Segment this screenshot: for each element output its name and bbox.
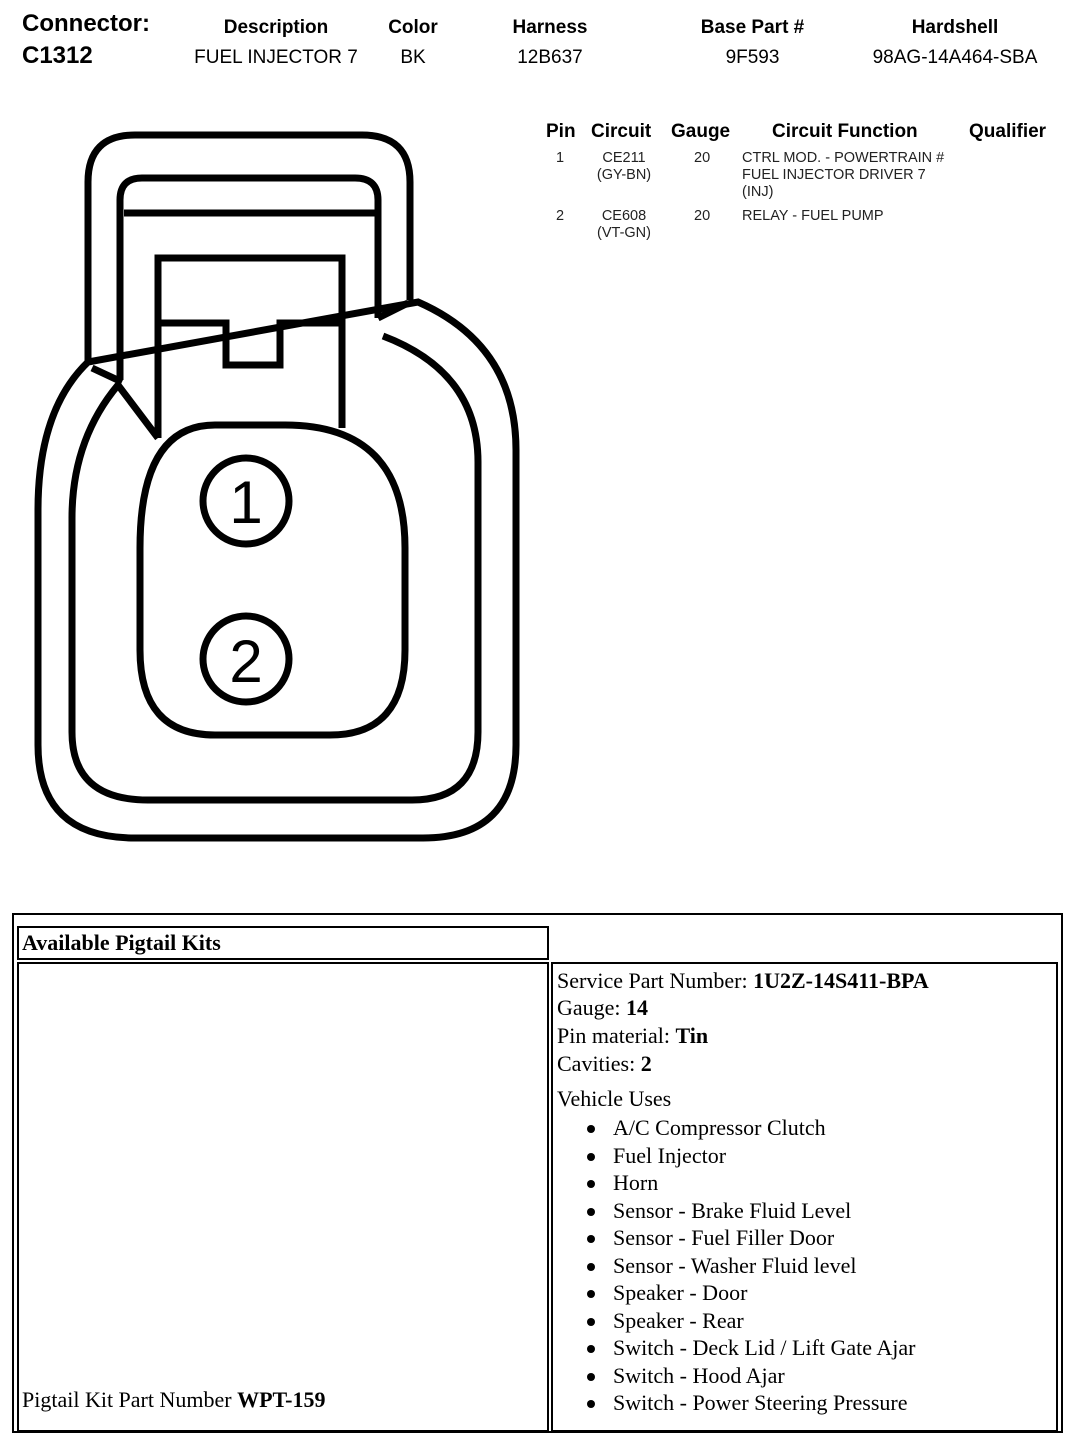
- kit-gauge: [557, 994, 648, 1022]
- cavities-value: 2: [640, 1051, 652, 1076]
- hardshell-heading: Hardshell: [911, 17, 999, 38]
- cavities: [557, 1050, 652, 1078]
- gauge-cell: 20: [694, 208, 711, 224]
- pin-number: 1: [556, 150, 565, 166]
- kit-part-value: WPT-159: [237, 1387, 326, 1412]
- pin-material-value: Tin: [675, 1023, 709, 1048]
- pin-column-heading: Pin: [546, 121, 576, 142]
- pigtail-kit-part-number: [22, 1386, 326, 1414]
- vehicle-uses-label: Vehicle Uses: [557, 1086, 672, 1111]
- connector-face-diagram: [0, 0, 540, 860]
- color-value: BK: [400, 47, 426, 68]
- bullet-icon: [587, 1290, 595, 1298]
- gauge-cell: 20: [694, 150, 711, 166]
- hardshell-value: 98AG-14A464-SBA: [872, 47, 1038, 68]
- color-heading: Color: [388, 17, 438, 38]
- circuit-cell: [584, 208, 664, 242]
- circuit-code: CE608: [601, 208, 647, 224]
- list-item: [557, 1224, 1052, 1252]
- pigtail-heading-cell: [17, 926, 549, 960]
- list-item: [557, 1197, 1052, 1225]
- list-item: [557, 1334, 1052, 1362]
- vehicle-use: Sensor - Brake Fluid Level: [613, 1197, 852, 1223]
- qualifier-column-heading: Qualifier: [969, 121, 1047, 142]
- bullet-icon: [587, 1400, 595, 1408]
- circuit-color: (GY-BN): [596, 167, 652, 183]
- vehicle-use: Speaker - Rear: [613, 1307, 744, 1333]
- list-item: [557, 1362, 1052, 1390]
- harness-heading: Harness: [512, 17, 588, 38]
- list-item: [557, 1279, 1052, 1307]
- circuit-column-heading: Circuit: [591, 121, 652, 142]
- service-part-value: 1U2Z-14S411-BPA: [753, 968, 929, 993]
- vehicle-use: Fuel Injector: [613, 1142, 727, 1168]
- list-item: [557, 1389, 1052, 1417]
- bullet-icon: [587, 1263, 595, 1271]
- circuit-function-cell: [742, 150, 944, 201]
- bullet-icon: [587, 1373, 595, 1381]
- base-part-heading: Base Part #: [700, 17, 805, 38]
- pin-material-label: Pin material:: [557, 1023, 676, 1048]
- harness-value: 12B637: [517, 47, 583, 68]
- kit-part-label: Pigtail Kit Part Number: [22, 1387, 238, 1412]
- gauge-label: Gauge:: [557, 995, 627, 1020]
- vehicle-uses-list: [557, 1114, 1052, 1417]
- vehicle-use: A/C Compressor Clutch: [613, 1115, 826, 1140]
- vehicle-use: Sensor - Washer Fluid level: [613, 1252, 857, 1278]
- pigtail-heading: Available Pigtail Kits: [22, 930, 221, 955]
- bullet-icon: [587, 1125, 595, 1133]
- description-value: FUEL INJECTOR 7: [194, 47, 358, 68]
- list-item: [557, 1114, 1052, 1142]
- bullet-icon: [587, 1208, 595, 1216]
- pin-number: 2: [556, 208, 565, 224]
- vehicle-use: Sensor - Fuel Filler Door: [613, 1225, 835, 1250]
- circuit-code: CE211: [602, 150, 646, 166]
- function-line: FUEL INJECTOR DRIVER 7: [742, 167, 926, 183]
- pigtail-details-cell: [551, 962, 1058, 1432]
- service-part-number: [557, 967, 929, 995]
- bullet-icon: [587, 1153, 595, 1161]
- list-item: [557, 1142, 1052, 1170]
- gauge-value: 14: [626, 995, 649, 1020]
- circuit-cell: [584, 150, 664, 184]
- circuit-color: (VT-GN): [597, 225, 651, 241]
- gauge-column-heading: Gauge: [671, 121, 731, 142]
- base-part-value: 9F593: [725, 47, 780, 68]
- pigtail-kit-cell: [17, 962, 549, 1432]
- cavities-label: Cavities:: [557, 1051, 641, 1076]
- circuit-function-column-heading: Circuit Function: [772, 121, 918, 142]
- description-heading: Description: [223, 17, 329, 38]
- service-part-label: Service Part Number:: [557, 968, 754, 993]
- circuit-function-cell: [742, 208, 884, 225]
- connector-id: C1312: [22, 42, 93, 69]
- vehicle-use: Switch - Hood Ajar: [613, 1362, 785, 1388]
- vehicle-use: Speaker - Door: [613, 1280, 748, 1305]
- function-line: (INJ): [742, 184, 774, 200]
- pin-material: [557, 1022, 708, 1050]
- vehicle-use: Switch - Power Steering Pressure: [613, 1390, 908, 1415]
- list-item: [557, 1307, 1052, 1335]
- bullet-icon: [587, 1180, 595, 1188]
- bullet-icon: [587, 1318, 595, 1326]
- bullet-icon: [587, 1235, 595, 1243]
- pin-2-label: 2: [229, 628, 263, 695]
- latch-pocket-outline: [158, 258, 342, 438]
- connector-label: Connector:: [22, 10, 150, 37]
- function-line: CTRL MOD. - POWERTRAIN #: [742, 150, 945, 166]
- vehicle-use: Horn: [613, 1170, 659, 1195]
- inner-shell-lower-outline: [72, 336, 478, 800]
- list-item: [557, 1169, 1052, 1197]
- bullet-icon: [587, 1345, 595, 1353]
- pin-1-label: 1: [229, 469, 263, 536]
- list-item: [557, 1252, 1052, 1280]
- vehicle-use: Switch - Deck Lid / Lift Gate Ajar: [613, 1335, 916, 1360]
- function-line: RELAY - FUEL PUMP: [742, 208, 884, 224]
